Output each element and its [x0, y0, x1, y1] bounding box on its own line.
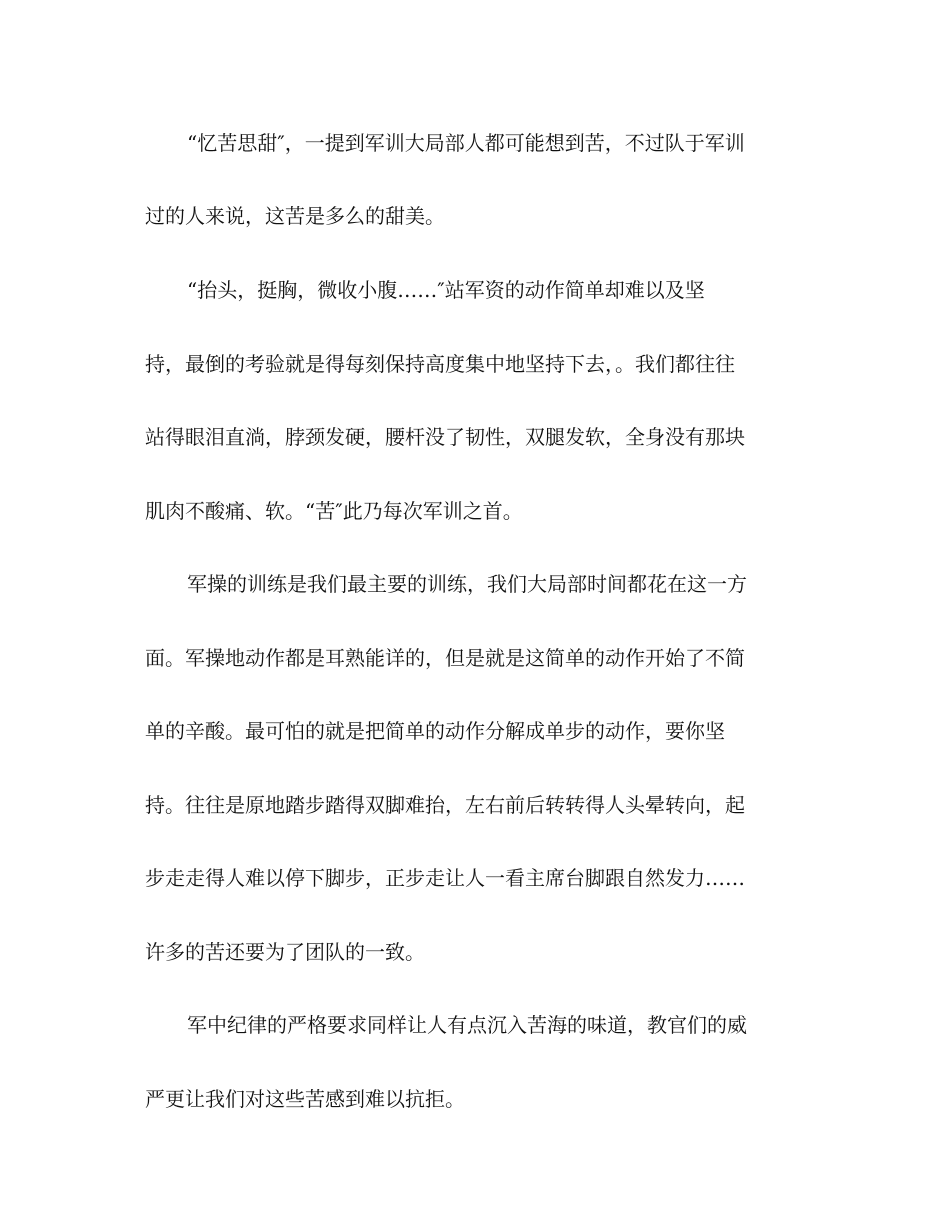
paragraph-1-line-2: 过的人来说，这苦是多么的甜美。 [145, 204, 445, 228]
paragraph-2-line-4: 肌肉不酸痛、软。“苦″此乃每次军训之首。 [145, 499, 523, 523]
paragraph-4-line-1: 军中纪律的严格要求同样让人有点沉入苦海的味道，教官们的威 [187, 1013, 747, 1037]
paragraph-2-line-3: 站得眼泪直淌，脖颈发硬，腰杆没了韧性，双腿发软，全身没有那块 [145, 425, 745, 449]
paragraph-3-line-5: 步走走得人难以停下脚步，正步走让人一看主席台脚跟自然发力…… [145, 866, 745, 890]
paragraph-2-line-2: 持，最倒的考验就是得每刻保持高度集中地坚持下去，。我们都往往 [145, 352, 735, 376]
paragraph-3-line-2: 面。军操地动作都是耳熟能详的，但是就是这简单的动作开始了不简 [145, 646, 745, 670]
paragraph-3-line-6: 许多的苦还要为了团队的一致。 [145, 940, 425, 964]
paragraph-3-line-3: 单的辛酸。最可怕的就是把简单的动作分解成单步的动作，要你坚 [145, 719, 725, 743]
paragraph-1-line-1: “忆苦思甜″，一提到军训大局部人都可能想到苦，不过队于军训 [187, 131, 745, 155]
paragraph-3-line-4: 持。往往是原地踏步踏得双脚难抬，左右前后转转得人头晕转向，起 [145, 793, 745, 817]
paragraph-3-line-1: 军操的训练是我们最主要的训练，我们大局部时间都花在这一方 [187, 572, 747, 596]
paragraph-4-line-2: 严更让我们对这些苦感到难以抗拒。 [145, 1087, 465, 1111]
paragraph-2-line-1: “抬头，挺胸，微收小腹……″站军资的动作简单却难以及坚 [187, 278, 705, 302]
